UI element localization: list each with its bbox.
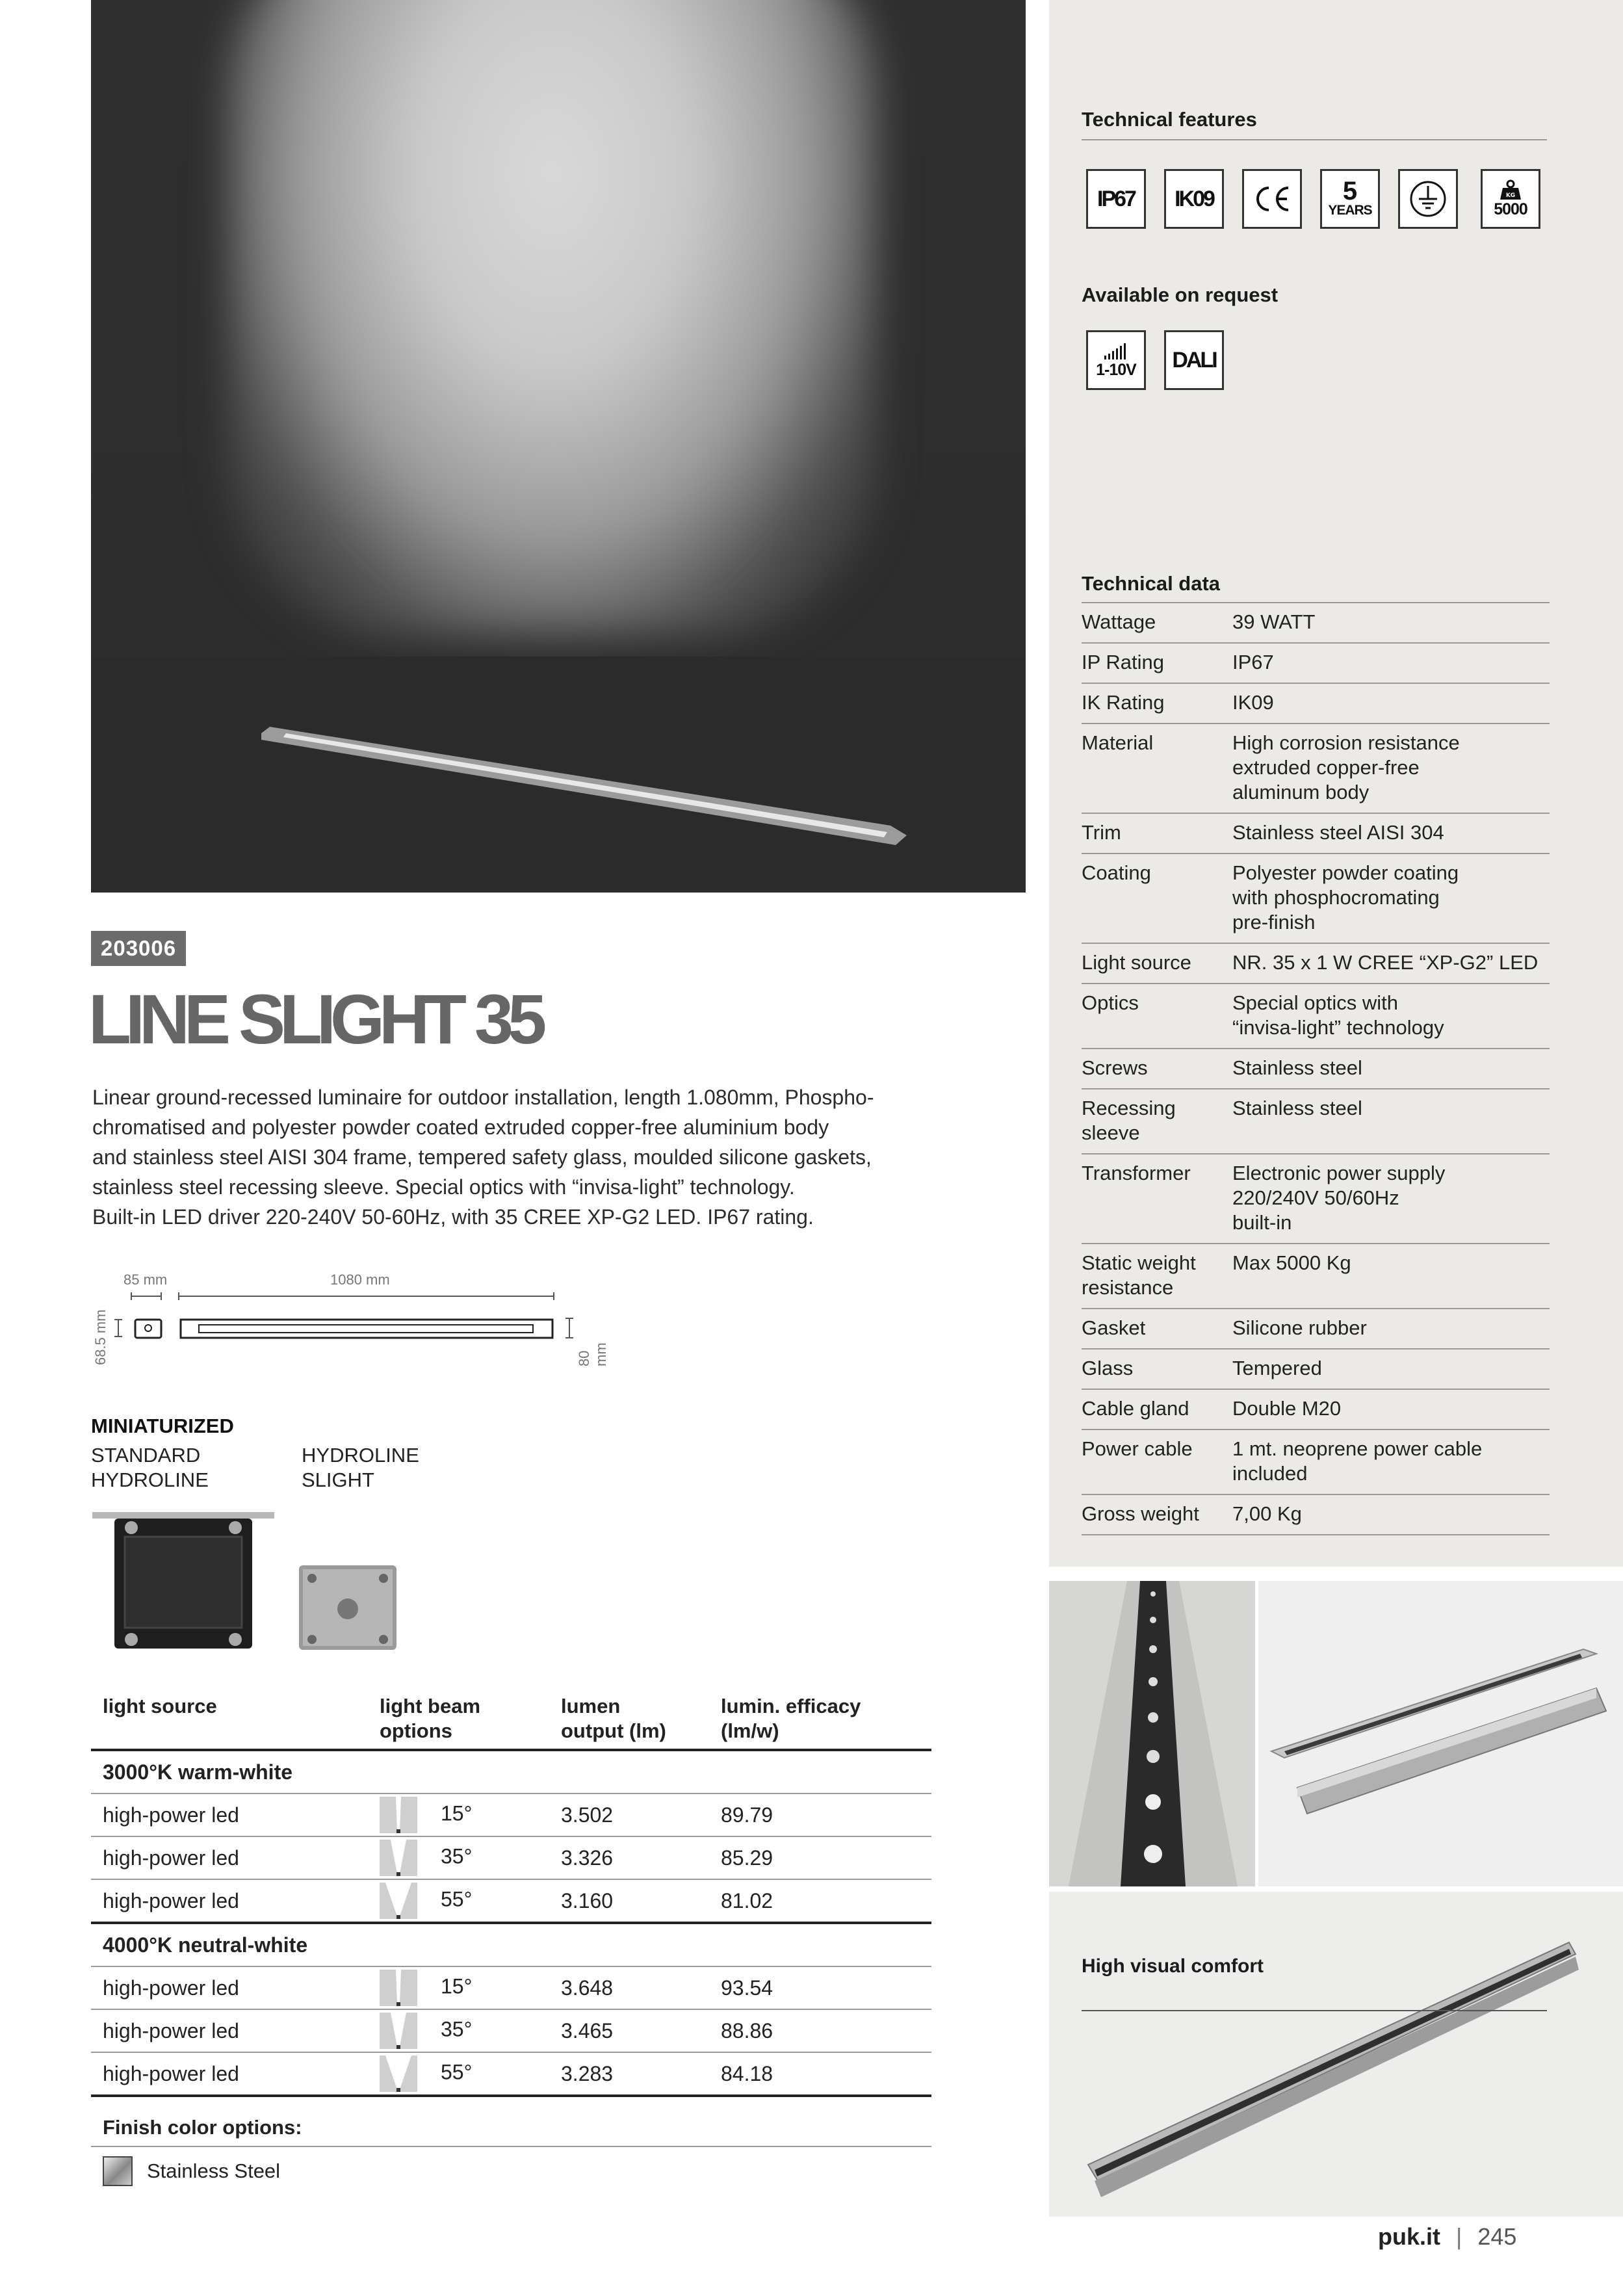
beam-angle-value: 55° <box>441 1887 473 1911</box>
cell-lumen-output: 3.283 <box>549 2052 709 2096</box>
light-output-body <box>91 1750 931 2096</box>
dimmer-1-10v-icon <box>1086 330 1146 390</box>
cell-light-beam <box>368 1836 549 1879</box>
tech-data-row <box>1082 1389 1550 1429</box>
cell-light-beam <box>368 1966 549 2009</box>
dim-width-end: 85 mm <box>123 1272 168 1288</box>
tech-data-value: Tempered <box>1232 1357 1322 1379</box>
tech-data-key: Power cable <box>1082 1437 1193 1460</box>
color-temperature-label: 4000°K neutral-white <box>91 1923 931 1966</box>
table-group-row <box>91 1923 931 1966</box>
light-output-table <box>91 1690 931 2097</box>
beam-angle-icon <box>380 1840 417 1876</box>
ce-mark-symbol <box>1249 183 1295 215</box>
weight-symbol <box>1500 179 1522 200</box>
cell-light-beam <box>368 2052 549 2096</box>
tech-data-value: IK09 <box>1232 691 1274 714</box>
table-row <box>91 1836 931 1879</box>
product-title: LINE SLIGHT 35 <box>88 980 541 1058</box>
tech-data-value: Special optics with “invisa-light” technology <box>1232 991 1444 1039</box>
beam-angle-value: 35° <box>441 2017 473 2041</box>
table-header-row <box>91 1690 931 1750</box>
tech-data-row <box>1082 853 1550 943</box>
weight-unit: KG <box>1505 192 1516 199</box>
dim-height-left: 68.5 mm <box>92 1309 109 1365</box>
tech-data-key: Static weight resistance <box>1082 1251 1196 1299</box>
available-on-request-title: Available on request <box>1082 283 1279 306</box>
luminaire-in-floor <box>91 0 1026 893</box>
beam-angle-value: 55° <box>441 2060 473 2084</box>
finish-option-label: Stainless Steel <box>147 2159 281 2182</box>
tech-data-key: Material <box>1082 731 1154 754</box>
header-efficacy: lumin. efficacy (lm/w) <box>709 1690 931 1750</box>
dimension-drawing <box>91 1268 611 1372</box>
luminaire-with-sleeve-drawing <box>1258 1581 1623 1886</box>
dimension-lines <box>91 1268 611 1372</box>
ik09-badge-icon <box>1164 169 1224 229</box>
cell-light-source: high-power led <box>91 1879 368 1923</box>
footer-site: puk.it <box>1378 2223 1440 2250</box>
beam-angle-value: 15° <box>441 1801 473 1825</box>
tech-data-value: Max 5000 Kg <box>1232 1251 1351 1274</box>
dali-badge-icon <box>1164 330 1224 390</box>
tech-data-key: Wattage <box>1082 610 1156 633</box>
technical-data-table <box>1082 572 1550 1535</box>
cell-lumen-output: 3.648 <box>549 1966 709 2009</box>
tech-data-key: Trim <box>1082 821 1121 844</box>
badge-label: 1-10V <box>1096 360 1136 379</box>
accessory-hydroline-slight: HYDROLINE SLIGHT <box>302 1444 419 1491</box>
table-group-row <box>91 1750 931 1794</box>
tech-data-row <box>1082 723 1550 813</box>
tech-data-value: Double M20 <box>1232 1397 1342 1420</box>
tech-data-key: IK Rating <box>1082 691 1165 714</box>
table-row <box>91 1966 931 2009</box>
cell-light-source: high-power led <box>91 2052 368 2096</box>
tech-data-row <box>1082 602 1550 642</box>
beam-angle-icon <box>380 1883 417 1919</box>
tech-data-key: Gasket <box>1082 1316 1146 1339</box>
technical-features-title: Technical features <box>1082 108 1257 131</box>
tech-data-row <box>1082 1494 1550 1534</box>
cell-lumen-output: 3.326 <box>549 1836 709 1879</box>
warranty-years-label: YEARS <box>1328 203 1372 218</box>
finish-option-row <box>91 2147 931 2195</box>
tech-data-row <box>1082 1153 1550 1243</box>
tech-data-row <box>1082 1308 1550 1348</box>
header-light-source: light source <box>91 1690 368 1750</box>
beam-angle-icon <box>380 2013 417 2049</box>
cell-light-source: high-power led <box>91 1836 368 1879</box>
footer-page-number: 245 <box>1477 2223 1517 2250</box>
divider <box>1082 2010 1547 2011</box>
cell-light-beam <box>368 2009 549 2052</box>
cell-efficacy: 93.54 <box>709 1966 931 2009</box>
standard-hydroline-image <box>91 1508 286 1658</box>
table-row <box>91 1879 931 1923</box>
table-row <box>91 2052 931 2096</box>
hydroline-slight-image <box>286 1560 409 1658</box>
cell-light-beam <box>368 1879 549 1923</box>
warranty-badge-icon <box>1320 169 1380 229</box>
accessories-heading: MINIATURIZED <box>91 1415 234 1437</box>
stainless-steel-swatch <box>103 2156 133 2186</box>
beam-angle-icon <box>380 1970 417 2006</box>
badge-label: IK09 <box>1175 186 1214 211</box>
beam-angle-value: 15° <box>441 1974 473 1998</box>
high-visual-comfort-title: High visual comfort <box>1082 1955 1264 1977</box>
earth-ground-icon <box>1398 169 1458 229</box>
earth-ground-symbol <box>1407 178 1449 220</box>
tech-data-key: Recessing sleeve <box>1082 1097 1176 1144</box>
cell-efficacy: 81.02 <box>709 1879 931 1923</box>
tech-data-key: Screws <box>1082 1056 1148 1079</box>
tech-data-row <box>1082 642 1550 683</box>
tech-data-value: Stainless steel <box>1232 1097 1362 1119</box>
dim-height-right: 80 mm <box>576 1342 609 1366</box>
header-light-beam: light beam options <box>368 1690 549 1750</box>
tech-data-key: Glass <box>1082 1357 1134 1379</box>
cell-lumen-output: 3.465 <box>549 2009 709 2052</box>
luminaire-with-sleeve-photo <box>1258 1581 1623 1886</box>
divider <box>1082 1534 1550 1535</box>
tech-data-key: Optics <box>1082 991 1139 1014</box>
cell-light-beam <box>368 1794 549 1836</box>
tech-data-row <box>1082 1048 1550 1088</box>
tech-data-value: NR. 35 x 1 W CREE “XP-G2” LED <box>1232 951 1539 974</box>
cell-efficacy: 88.86 <box>709 2009 931 2052</box>
cell-light-source: high-power led <box>91 1794 368 1836</box>
tech-data-key: Cable gland <box>1082 1397 1189 1420</box>
beam-angle-icon <box>380 1797 417 1833</box>
tech-data-value: Stainless steel <box>1232 1056 1362 1079</box>
beam-angle-icon <box>380 2055 417 2092</box>
finish-title: Finish color options: <box>103 2116 302 2139</box>
ce-mark-icon <box>1242 169 1302 229</box>
cell-light-source: high-power led <box>91 2009 368 2052</box>
cell-lumen-output: 3.502 <box>549 1794 709 1836</box>
tech-data-key: Light source <box>1082 951 1191 974</box>
ip67-badge-icon <box>1086 169 1146 229</box>
table-row <box>91 1794 931 1836</box>
tech-data-key: Transformer <box>1082 1162 1191 1184</box>
technical-data-rows <box>1082 602 1550 1534</box>
high-visual-comfort-panel <box>1049 1892 1623 2217</box>
tech-data-value: 39 WATT <box>1232 610 1316 633</box>
badge-label: IP67 <box>1097 186 1135 211</box>
cell-efficacy: 84.18 <box>709 2052 931 2096</box>
product-description: Linear ground-recessed luminaire for outdoor installation, length 1.080mm, Phospho- chromatised and polyester powder coated extruded copper-free aluminium body and stainless steel AISI 304 frame, tempered safety glass, moulded silicone gaskets, stainless steel recessing sleeve. Special optics with “invisa-light” technology. Built-in LED driver 220-240V 50-60Hz, with 35 CREE XP-G2 LED. IP67 rating. <box>92 1086 874 1229</box>
tech-data-key: IP Rating <box>1082 651 1164 673</box>
cell-efficacy: 85.29 <box>709 1836 931 1879</box>
weight-badge-icon <box>1481 169 1540 229</box>
tech-data-value: Stainless steel AISI 304 <box>1232 821 1444 844</box>
color-temperature-label: 3000°K warm-white <box>91 1750 931 1794</box>
tech-data-row <box>1082 983 1550 1048</box>
tech-data-key: Gross weight <box>1082 1502 1199 1525</box>
footer-separator: | <box>1456 2223 1462 2250</box>
hero-product-photo <box>91 0 1026 893</box>
tech-data-row <box>1082 683 1550 723</box>
cell-lumen-output: 3.160 <box>549 1879 709 1923</box>
tech-data-row <box>1082 1088 1550 1153</box>
header-lumen-output: lumen output (lm) <box>549 1690 709 1750</box>
warranty-years-number: 5 <box>1342 177 1358 205</box>
weight-value: 5000 <box>1494 200 1527 218</box>
tech-data-value: 7,00 Kg <box>1232 1502 1302 1525</box>
recessed-luminaire-drawing <box>1049 1892 1623 2217</box>
cell-light-source: high-power led <box>91 1966 368 2009</box>
beam-angle-value: 35° <box>441 1844 473 1868</box>
tech-data-value: Electronic power supply 220/240V 50/60Hz built-in <box>1232 1162 1446 1234</box>
technical-data-title: Technical data <box>1082 572 1221 595</box>
tech-data-row <box>1082 943 1550 983</box>
page-footer <box>1378 2223 1516 2250</box>
tech-data-value: 1 mt. neoprene power cable included <box>1232 1437 1483 1485</box>
tech-data-value: Polyester powder coating with phosphocromating pre-finish <box>1232 861 1459 933</box>
tech-data-row <box>1082 813 1550 853</box>
led-strip-closeup-drawing <box>1049 1581 1255 1886</box>
product-code: 203006 <box>91 931 186 966</box>
divider <box>1082 139 1547 140</box>
tech-data-value: IP67 <box>1232 651 1274 673</box>
tech-data-value: High corrosion resistance extruded copper-free aluminum body <box>1232 731 1460 803</box>
badge-label: DALI <box>1172 347 1216 372</box>
dimmer-bars-symbol <box>1102 341 1130 361</box>
led-strip-closeup-photo <box>1049 1581 1255 1886</box>
tech-data-row <box>1082 1243 1550 1308</box>
finish-options <box>91 2116 931 2195</box>
cell-efficacy: 89.79 <box>709 1794 931 1836</box>
dim-length: 1080 mm <box>330 1272 390 1288</box>
tech-data-key: Coating <box>1082 861 1151 884</box>
tech-data-row <box>1082 1429 1550 1494</box>
table-row <box>91 2009 931 2052</box>
accessory-standard-hydroline: STANDARD HYDROLINE <box>91 1444 209 1491</box>
tech-data-row <box>1082 1348 1550 1389</box>
tech-data-value: Silicone rubber <box>1232 1316 1367 1339</box>
